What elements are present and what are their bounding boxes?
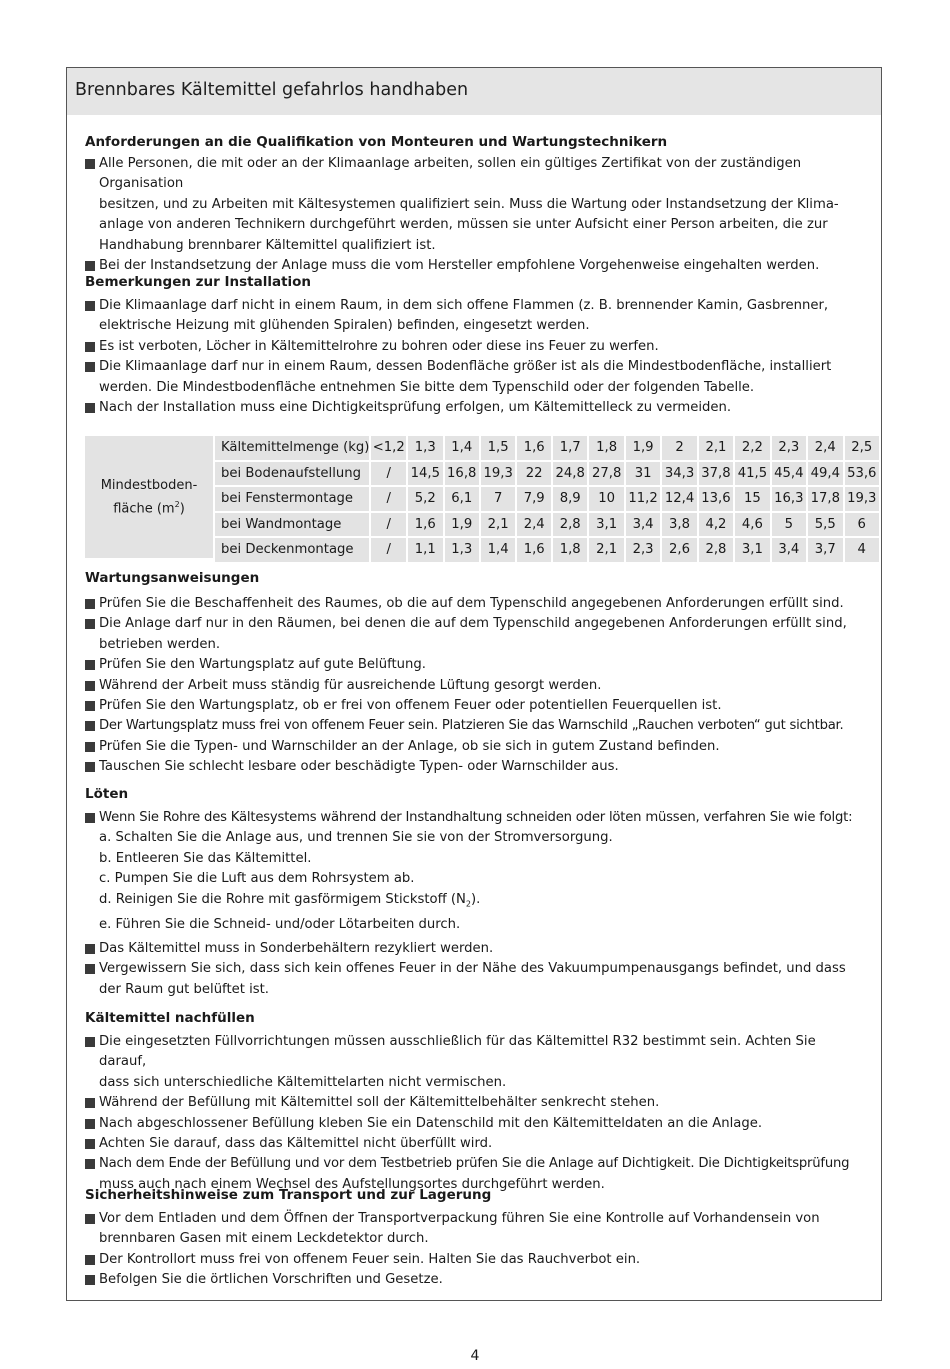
table-cell: /	[371, 513, 406, 537]
section-heading: Kältemittel nachfüllen	[85, 1010, 255, 1026]
list-item	[85, 1209, 863, 1250]
section-qualification	[85, 132, 863, 276]
line: Achten Sie darauf, dass das Kältemittel nicht überfüllt wird.	[99, 1136, 493, 1152]
line: der Raum gut belüftet ist.	[99, 981, 270, 997]
step-text: ).	[471, 891, 481, 907]
table-cell: 27,8	[589, 462, 623, 486]
line: Es ist verboten, Löcher in Kältemittelrohre zu bohren oder diese ins Feuer zu werfen.	[99, 338, 659, 354]
table-row-header: Kältemittelmenge (kg)	[215, 436, 369, 460]
table-cell: <1,2	[371, 436, 406, 460]
table-cell: 13,6	[699, 487, 733, 511]
table-cell: 16,3	[772, 487, 806, 511]
line: Prüfen Sie die Typen- und Warnschilder an der Anlage, ob sie sich in gutem Zustand befinden.	[99, 738, 720, 754]
table-cell: 19,3	[481, 462, 515, 486]
table-cell: 53,6	[845, 462, 880, 486]
row-label-line: Mindestboden-	[100, 477, 198, 493]
list-item	[85, 1032, 863, 1093]
table-cell: 3,7	[808, 538, 842, 562]
table-cell: 6,1	[445, 487, 479, 511]
table-cell: 49,4	[808, 462, 842, 486]
list-item	[85, 737, 863, 757]
table-cell: 3,4	[772, 538, 806, 562]
list-item	[85, 337, 863, 357]
table-cell: 7,9	[517, 487, 551, 511]
table-cell: 10	[589, 487, 623, 511]
table-cell: 1,4	[481, 538, 515, 562]
row-label-line: )	[179, 501, 185, 517]
table-cell: 41,5	[735, 462, 769, 486]
table-row	[215, 436, 879, 460]
table-cell: 34,3	[662, 462, 696, 486]
line: Bei der Instandsetzung der Anlage muss die vom Hersteller empfohlene Vorgehenweise eingehalten werden.	[99, 258, 820, 274]
line: Prüfen Sie den Wartungsplatz, ob er frei von offenem Feuer oder potentiellen Feuerquellen ist.	[99, 698, 722, 714]
superscript: 2	[174, 499, 180, 509]
list-item	[85, 398, 863, 418]
row-label-line: fläche (m	[113, 501, 175, 517]
table-row-label	[85, 436, 213, 558]
content-frame	[66, 67, 882, 1301]
step-item: b. Entleeren Sie das Kältemittel.	[99, 850, 312, 866]
table-cell: 1,4	[445, 436, 479, 460]
line: elektrische Heizung mit glühenden Spiralen) befinden, eingesetzt werden.	[99, 318, 590, 334]
subscript: 2	[465, 899, 471, 909]
table-cell: 1,8	[589, 436, 623, 460]
table-cell: 2,1	[481, 513, 515, 537]
line: betrieben werden.	[99, 636, 221, 652]
table-cell: 19,3	[845, 487, 880, 511]
section-heading: Bemerkungen zur Installation	[85, 274, 312, 290]
table-cell: 1,8	[553, 538, 587, 562]
line: dass sich unterschiedliche Kältemittelarten nicht vermischen.	[99, 1074, 507, 1090]
table-cell: 1,9	[445, 513, 479, 537]
table-cell: 1,7	[553, 436, 587, 460]
table-cell: 12,4	[662, 487, 696, 511]
list-item	[85, 594, 863, 614]
list-item	[85, 716, 863, 736]
step-list	[85, 828, 863, 935]
line: Die eingesetzten Füllvorrichtungen müssen ausschließlich für das Kältemittel R32 bestimmt sein. Achten Sie darauf,	[99, 1034, 816, 1070]
step-item: c. Pumpen Sie die Luft aus dem Rohrsystem ab.	[99, 871, 415, 887]
line: Der Kontrollort muss frei von offenem Feuer sein. Halten Sie das Rauchverbot ein.	[99, 1251, 641, 1267]
list-item	[85, 154, 863, 256]
section-installation	[85, 272, 863, 418]
line: Nach dem Ende der Befüllung und vor dem Testbetrieb prüfen Sie die Anlage auf Dichtigkeit. Die Dichtigkeitsprüfung	[99, 1156, 850, 1172]
list-item	[85, 1114, 863, 1134]
line: Prüfen Sie den Wartungsplatz auf gute Belüftung.	[99, 657, 426, 673]
table-cell: 2,4	[517, 513, 551, 537]
table-cell: 22	[517, 462, 551, 486]
list-item	[85, 357, 863, 398]
line: Alle Personen, die mit oder an der Klimaanlage arbeiten, sollen ein gültiges Zertifikat von der zuständigen Organisation	[99, 156, 802, 192]
table-cell: 31	[626, 462, 660, 486]
line: Vor dem Entladen und dem Öffnen der Transportverpackung führen Sie eine Kontrolle auf Vorhandensein von	[99, 1211, 820, 1226]
table-cell: /	[371, 487, 406, 511]
list-item	[85, 676, 863, 696]
table-cell: 2,5	[845, 436, 880, 460]
list-item	[85, 296, 863, 337]
list-item	[85, 959, 863, 1000]
table-cell: 8,9	[553, 487, 587, 511]
section-heading: Löten	[85, 786, 129, 802]
table-cell: 4,2	[699, 513, 733, 537]
table-cell: 5	[772, 513, 806, 537]
list-item	[85, 1134, 863, 1154]
list-item	[85, 1250, 863, 1270]
table-row	[215, 538, 879, 562]
list-item	[85, 655, 863, 675]
table-cell: 2,4	[808, 436, 842, 460]
table-cell: 3,4	[626, 513, 660, 537]
table-cell: 2,6	[662, 538, 696, 562]
table-cell: 17,8	[808, 487, 842, 511]
table-cell: 1,3	[445, 538, 479, 562]
table-cell: 4,6	[735, 513, 769, 537]
line: Während der Befüllung mit Kältemittel soll der Kältemittelbehälter senkrecht stehen.	[99, 1095, 660, 1111]
table-row-header: bei Wandmontage	[215, 513, 369, 537]
section-heading: Wartungsanweisungen	[85, 570, 260, 586]
line: Die Anlage darf nur in den Räumen, bei denen die auf dem Typenschild angegebenen Anforderungen erfüllt sind,	[99, 616, 847, 632]
table-cell: 24,8	[553, 462, 587, 486]
table-cell: 2	[662, 436, 696, 460]
line: Wenn Sie Rohre des Kältesystems während der Instandhaltung schneiden oder löten müssen, verfahren Sie wie folgt:	[99, 810, 853, 825]
line: Nach abgeschlossener Befüllung kleben Sie ein Datenschild mit den Kältemitteldaten an die Anlage.	[99, 1115, 763, 1131]
step-item: e. Führen Sie die Schneid- und/oder Lötarbeiten durch.	[99, 916, 461, 932]
table-cell: 5,5	[808, 513, 842, 537]
table-cell: 15	[735, 487, 769, 511]
table-cell: 1,9	[626, 436, 660, 460]
step-item: a. Schalten Sie die Anlage aus, und trennen Sie sie von der Stromversorgung.	[99, 830, 613, 846]
table-row-header: bei Bodenaufstellung	[215, 462, 369, 486]
table-cell: 1,3	[408, 436, 442, 460]
table-cell: 4	[845, 538, 880, 562]
line: Prüfen Sie die Beschaffenheit des Raumes, ob die auf dem Typenschild angegebenen Anforderungen erfüllt sind.	[99, 596, 844, 611]
table-cell: 2,1	[699, 436, 733, 460]
table-cell: 1,6	[517, 538, 551, 562]
section-maintenance	[85, 568, 863, 778]
line: Vergewissern Sie sich, dass sich kein offenes Feuer in der Nähe des Vakuumpumpenausgangs befindet, und dass	[99, 961, 846, 977]
table-row	[215, 462, 879, 486]
page-number: 4	[470, 1348, 480, 1364]
line: Handhabung brennbarer Kältemittel qualifiziert ist.	[99, 237, 436, 253]
list-item	[85, 808, 863, 828]
line: Nach der Installation muss eine Dichtigkeitsprüfung erfolgen, um Kältemittelleck zu vermeiden.	[99, 400, 732, 416]
line: besitzen, und zu Arbeiten mit Kältesystemen qualifiziert sein. Muss die Wartung oder Instandsetzung der Klima-	[99, 196, 839, 212]
table-cell: 6	[845, 513, 880, 537]
table-cell: 45,4	[772, 462, 806, 486]
line: anlage von anderen Technikern durchgeführt werden, müssen sie unter Aufsicht einer Person arbeiten, die zur	[99, 217, 828, 233]
table-cell: 3,1	[589, 513, 623, 537]
line: Während der Arbeit muss ständig für ausreichende Lüftung gesorgt werden.	[99, 677, 602, 693]
table-cell: 5,2	[408, 487, 442, 511]
section-heading: Sicherheitshinweise zum Transport und zur Lagerung	[85, 1187, 492, 1203]
line: Tauschen Sie schlecht lesbare oder beschädigte Typen- oder Warnschilder aus.	[99, 759, 619, 775]
table-cell: 3,8	[662, 513, 696, 537]
list-item	[85, 1270, 863, 1290]
list-item	[85, 614, 863, 655]
table-cell: 16,8	[445, 462, 479, 486]
page-title: Brennbares Kältemittel gefahrlos handhaben	[67, 68, 881, 115]
line: muss auch nach einem Wechsel des Aufstellungsortes durchgeführt werden.	[99, 1176, 605, 1192]
table-cell: 14,5	[408, 462, 442, 486]
table-cell: 2,8	[553, 513, 587, 537]
section-soldering	[85, 784, 863, 1000]
table-cell: 1,5	[481, 436, 515, 460]
list-item	[85, 939, 863, 959]
line: brennbaren Gasen mit einem Leckdetektor durch.	[99, 1231, 429, 1247]
step-item	[99, 890, 863, 915]
table-cell: 3,1	[735, 538, 769, 562]
table-cell: 1,6	[408, 513, 442, 537]
table-cell: 2,1	[589, 538, 623, 562]
list-item	[85, 696, 863, 716]
table-row-header: bei Fenstermontage	[215, 487, 369, 511]
table-cell: 2,2	[735, 436, 769, 460]
line: Die Klimaanlage darf nur in einem Raum, dessen Bodenfläche größer ist als die Mindestbodenfläche, installiert	[99, 359, 832, 375]
line: werden. Die Mindestbodenfläche entnehmen Sie bitte dem Typenschild oder der folgenden Tabelle.	[99, 379, 755, 395]
table-cell: 7	[481, 487, 515, 511]
list-item	[85, 757, 863, 777]
table-row-header: bei Deckenmontage	[215, 538, 369, 562]
table-cell: 1,1	[408, 538, 442, 562]
line: Die Klimaanlage darf nicht in einem Raum, in dem sich offene Flammen (z. B. brennender Kamin, Gasbrenner,	[99, 298, 829, 313]
line: Befolgen Sie die örtlichen Vorschriften und Gesetze.	[99, 1272, 443, 1288]
table-row	[215, 487, 879, 511]
section-transport	[85, 1185, 863, 1291]
list-item	[85, 1093, 863, 1113]
min-floor-area-table	[213, 434, 881, 564]
table-cell: 37,8	[699, 462, 733, 486]
line: Das Kältemittel muss in Sonderbehältern rezykliert werden.	[99, 941, 494, 957]
section-heading: Anforderungen an die Qualifikation von Monteuren und Wartungstechnikern	[85, 134, 668, 150]
table-cell: 2,3	[626, 538, 660, 562]
line: Der Wartungsplatz muss frei von offenem Feuer sein. Platzieren Sie das Warnschild „Rauchen verboten“ gut sichtbar.	[99, 718, 844, 734]
table-cell: 2,3	[772, 436, 806, 460]
step-text: d. Reinigen Sie die Rohre mit gasförmigem Stickstoff (N	[99, 891, 466, 907]
table-cell: 2,8	[699, 538, 733, 562]
table-cell: /	[371, 462, 406, 486]
table-row	[215, 513, 879, 537]
table-cell: 11,2	[626, 487, 660, 511]
table-cell: /	[371, 538, 406, 562]
section-refill	[85, 1008, 863, 1195]
table-cell: 1,6	[517, 436, 551, 460]
